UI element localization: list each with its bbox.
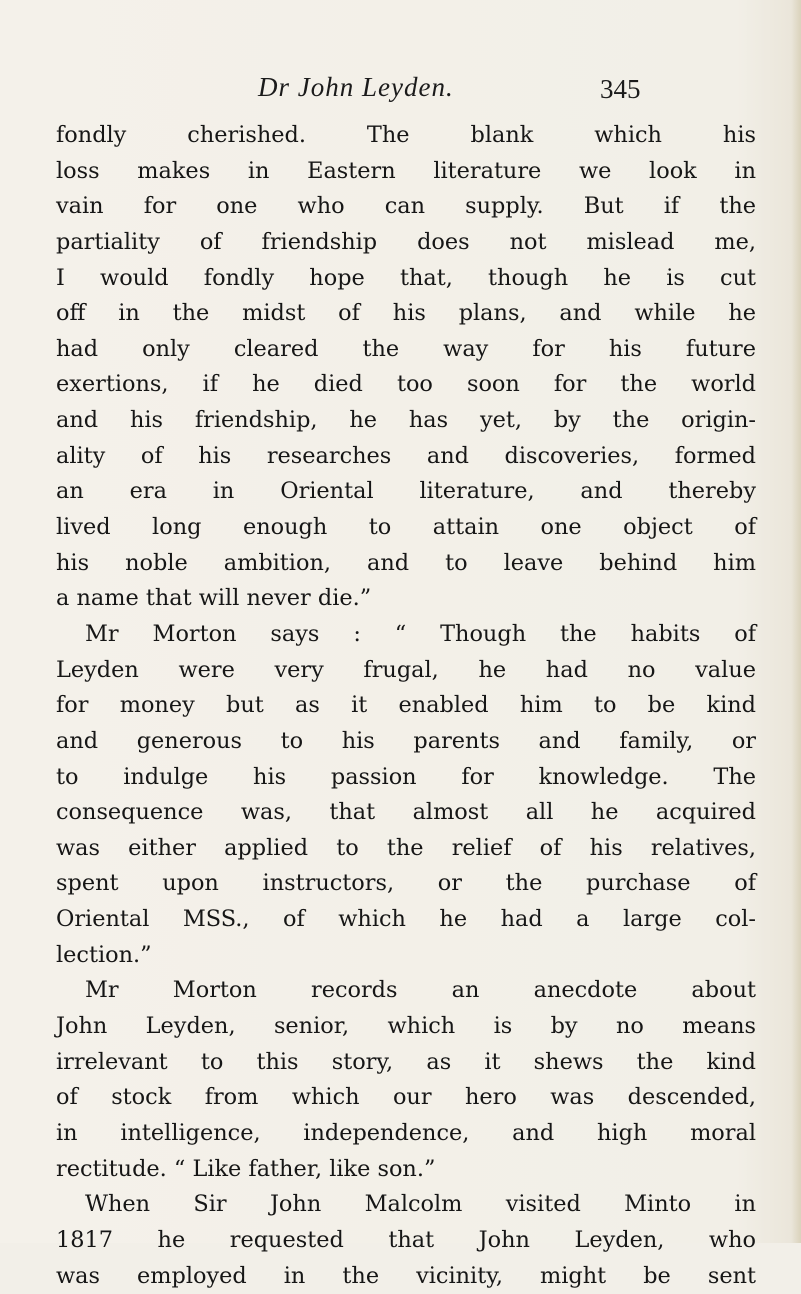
text-line: had only cleared the way for his future: [56, 332, 756, 368]
text-line: a name that will never die.”: [56, 581, 756, 617]
text-line: spent upon instructors, or the purchase of: [56, 866, 756, 902]
running-head: Dr John Leyden.: [258, 72, 454, 103]
text-line: an era in Oriental literature, and thereby: [56, 474, 756, 510]
text-line: off in the midst of his plans, and while he: [56, 296, 756, 332]
text-line: partiality of friendship does not mislead me,: [56, 225, 756, 261]
text-line: lection.”: [56, 938, 756, 974]
text-line: lived long enough to attain one object of: [56, 510, 756, 546]
text-line: was employed in the vicinity, might be sent: [56, 1259, 756, 1294]
text-line: for money but as it enabled him to be kind: [56, 688, 756, 724]
text-line: consequence was, that almost all he acquired: [56, 795, 756, 831]
text-line: Mr Morton records an anecdote about: [56, 973, 756, 1009]
text-line: and his friendship, he has yet, by the origin-: [56, 403, 756, 439]
page-header: [0, 68, 801, 112]
text-line: Leyden were very frugal, he had no value: [56, 653, 756, 689]
text-line: When Sir John Malcolm visited Minto in: [56, 1187, 756, 1223]
text-line: and generous to his parents and family, or: [56, 724, 756, 760]
text-line: John Leyden, senior, which is by no means: [56, 1009, 756, 1045]
text-line: his noble ambition, and to leave behind him: [56, 546, 756, 582]
page-edge-shadow: [791, 0, 801, 1243]
text-line: fondly cherished. The blank which his: [56, 118, 756, 154]
body-text: [56, 118, 756, 1294]
text-line: vain for one who can supply. But if the: [56, 189, 756, 225]
text-line: Oriental MSS., of which he had a large col-: [56, 902, 756, 938]
text-line: ality of his researches and discoveries, formed: [56, 439, 756, 475]
text-line: I would fondly hope that, though he is cut: [56, 261, 756, 297]
text-line: Mr Morton says : “ Though the habits of: [56, 617, 756, 653]
text-line: in intelligence, independence, and high moral: [56, 1116, 756, 1152]
text-line: 1817 he requested that John Leyden, who: [56, 1223, 756, 1259]
text-line: loss makes in Eastern literature we look in: [56, 154, 756, 190]
text-line: of stock from which our hero was descended,: [56, 1080, 756, 1116]
text-line: exertions, if he died too soon for the world: [56, 367, 756, 403]
page-number: 345: [600, 74, 641, 105]
text-line: was either applied to the relief of his relatives,: [56, 831, 756, 867]
text-line: to indulge his passion for knowledge. The: [56, 760, 756, 796]
text-line: rectitude. “ Like father, like son.”: [56, 1152, 756, 1188]
text-line: irrelevant to this story, as it shews the kind: [56, 1045, 756, 1081]
